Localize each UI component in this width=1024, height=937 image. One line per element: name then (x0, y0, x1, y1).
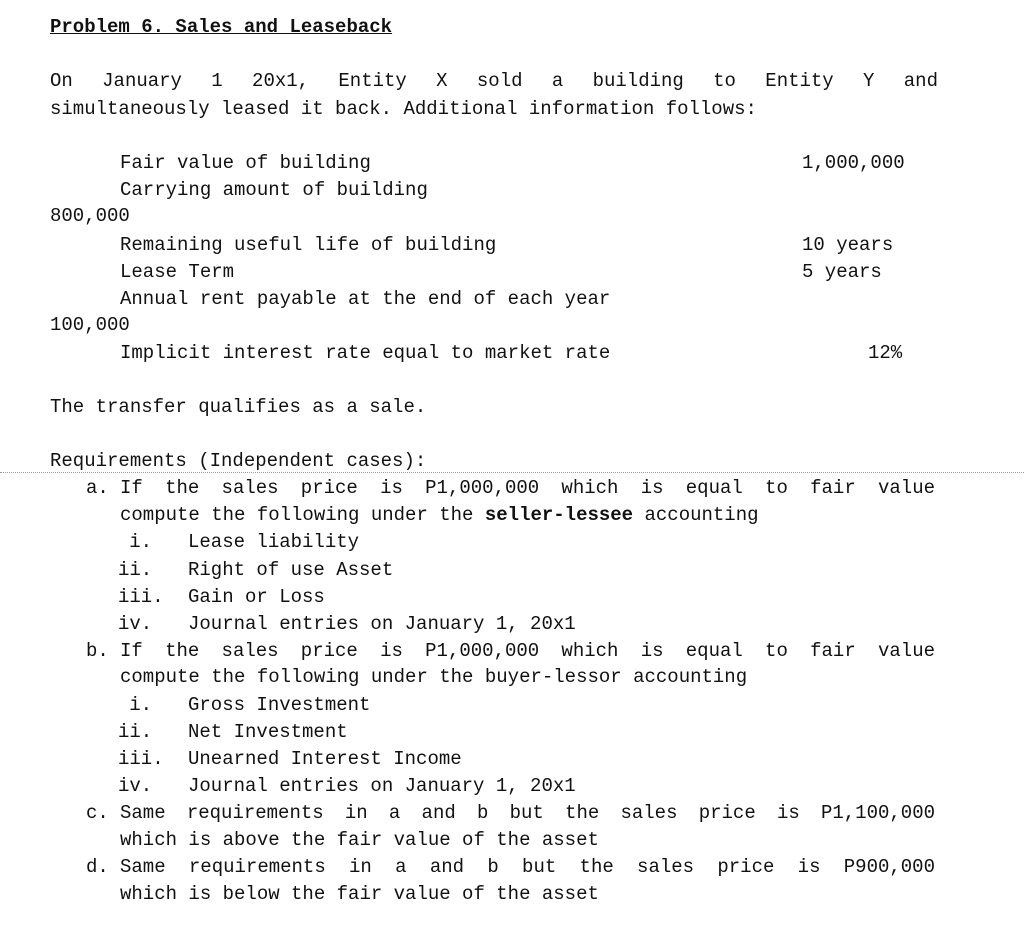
sub-item-text: Journal entries on January 1, 20x1 (188, 613, 576, 635)
requirement-line: which is below the fair value of the asset (120, 883, 599, 905)
fact-label-fair-value: Fair value of building (120, 152, 371, 174)
sub-item-text: Gross Investment (188, 694, 371, 716)
fact-value-interest-rate: 12% (868, 342, 903, 364)
transfer-note: The transfer qualifies as a sale. (50, 396, 427, 418)
fact-label-lease-term: Lease Term (120, 261, 235, 283)
requirement-marker: d. (86, 856, 109, 878)
fact-value-carrying-amount: 800,000 (50, 205, 130, 227)
requirement-line: If the sales price is P1,000,000 which is equal to fair value (120, 640, 935, 662)
requirement-line: Same requirements in a and b but the sales price is P1,100,000 (120, 802, 935, 824)
sub-item-text: Net Investment (188, 721, 348, 743)
requirement-marker: c. (86, 802, 109, 824)
problem-title: Problem 6. Sales and Leaseback (50, 16, 393, 38)
sub-item-text: Unearned Interest Income (188, 748, 462, 770)
intro-line-1: On January 1 20x1, Entity X sold a building to Entity Y and (50, 70, 938, 92)
sub-item-text: Lease liability (188, 531, 360, 553)
requirement-line: which is above the fair value of the asset (120, 829, 599, 851)
sub-item-number: iii. (118, 586, 164, 608)
sub-item-text: Gain or Loss (188, 586, 325, 608)
requirement-line: Same requirements in a and b but the sales price is P900,000 (120, 856, 935, 878)
fact-label-carrying-amount: Carrying amount of building (120, 179, 428, 201)
requirements-heading: Requirements (Independent cases): (50, 450, 427, 472)
sub-item-number: ii. (118, 559, 153, 581)
sub-item-number: ii. (118, 721, 153, 743)
sub-item-text: Journal entries on January 1, 20x1 (188, 775, 576, 797)
sub-item-number: iv. (118, 775, 153, 797)
requirement-line (120, 502, 759, 528)
requirement-text: compute the following under the (120, 504, 485, 526)
fact-value-fair-value: 1,000,000 (802, 152, 905, 174)
fact-value-lease-term: 5 years (802, 261, 882, 283)
fact-value-annual-rent: 100,000 (50, 314, 130, 336)
fact-label-annual-rent: Annual rent payable at the end of each year (120, 288, 611, 310)
intro-line-2: simultaneously leased it back. Additional information follows: (50, 98, 757, 120)
sub-item-number: iii. (118, 748, 164, 770)
sub-item-number: iv. (118, 613, 153, 635)
sub-item-text: Right of use Asset (188, 559, 394, 581)
fact-value-useful-life: 10 years (802, 234, 894, 256)
requirement-line: If the sales price is P1,000,000 which is equal to fair value (120, 477, 935, 499)
seller-lessee-emphasis: seller-lessee (484, 504, 634, 526)
sub-item-number: i. (129, 531, 152, 553)
requirement-marker: b. (86, 640, 109, 662)
requirement-line: compute the following under the buyer-lessor accounting (120, 666, 748, 688)
requirement-marker: a. (86, 477, 109, 499)
sub-item-number: i. (129, 694, 152, 716)
page-divider (0, 472, 1024, 473)
requirement-text: accounting (633, 504, 759, 526)
fact-label-useful-life: Remaining useful life of building (120, 234, 497, 256)
fact-label-interest-rate: Implicit interest rate equal to market rate (120, 342, 611, 364)
